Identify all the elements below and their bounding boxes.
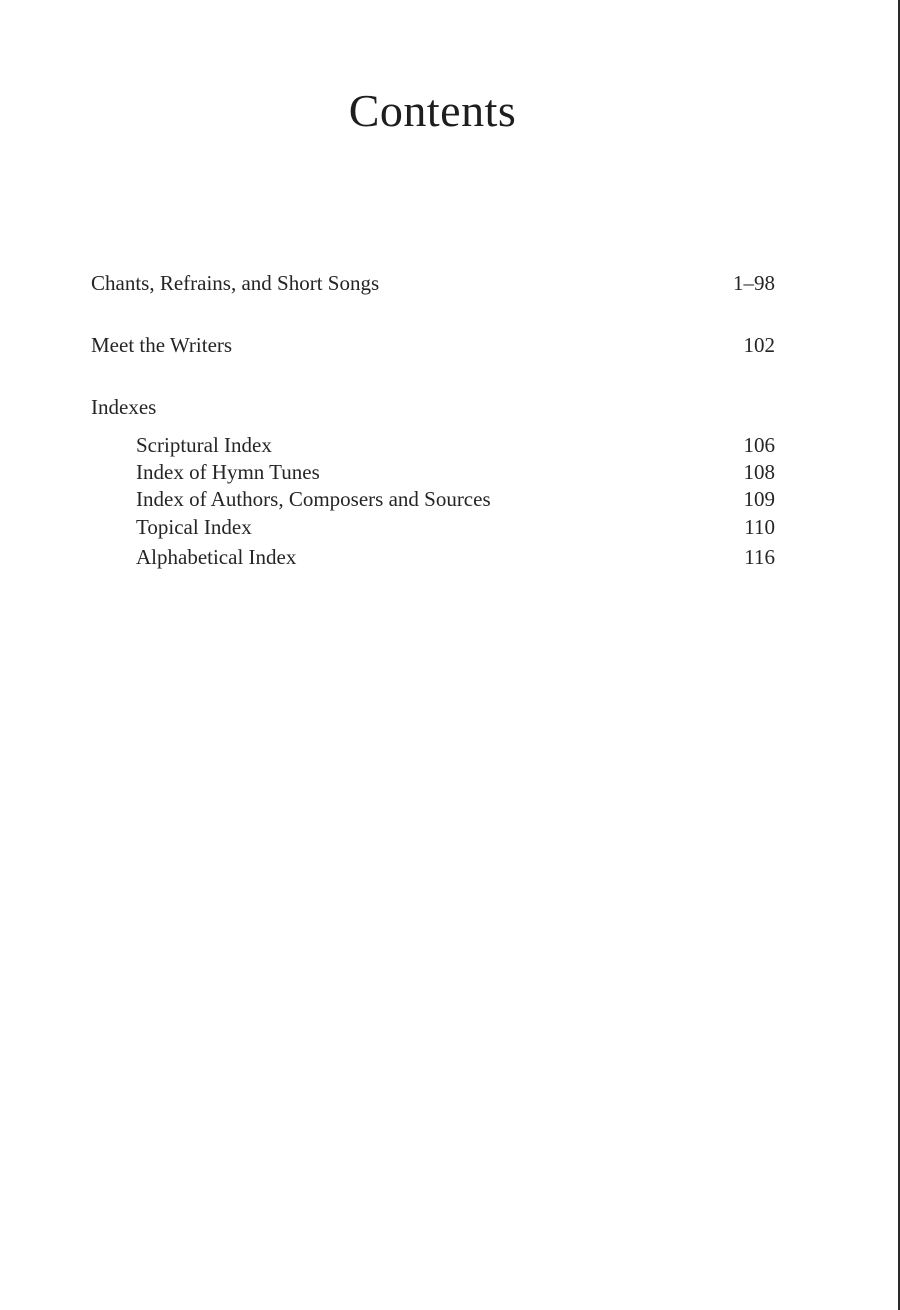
toc-entry-label: Index of Authors, Composers and Sources <box>136 487 491 511</box>
toc-section-label: Indexes <box>91 395 157 419</box>
toc-subentry-alphabetical-index[interactable] <box>136 544 775 570</box>
toc-entry-meet-the-writers[interactable] <box>91 332 775 358</box>
toc-entry-label: Index of Hymn Tunes <box>136 460 320 484</box>
toc-subentry-topical-index[interactable] <box>136 514 775 540</box>
toc-subentry-hymn-tunes[interactable] <box>136 459 775 485</box>
page-title: Contents <box>348 85 517 136</box>
toc-entry-page: 109 <box>743 487 775 511</box>
toc-entry-page: 108 <box>743 460 775 484</box>
toc-entry-page: 110 <box>744 515 775 539</box>
toc-entry-label: Alphabetical Index <box>136 545 297 569</box>
toc-subentry-scriptural-index[interactable] <box>136 432 775 458</box>
toc-subentry-authors-composers[interactable] <box>136 486 775 512</box>
toc-entry-label: Meet the Writers <box>91 333 233 357</box>
toc-entry-label: Chants, Refrains, and Short Songs <box>91 271 380 295</box>
toc-entry-chants[interactable] <box>91 270 775 296</box>
toc-entry-page: 116 <box>744 545 775 569</box>
toc-section-indexes <box>91 394 775 420</box>
toc-entry-label: Scriptural Index <box>136 433 272 457</box>
toc-entry-page: 102 <box>743 333 775 357</box>
toc-entry-page: 106 <box>743 433 775 457</box>
toc-entry-label: Topical Index <box>136 515 252 539</box>
toc-entry-page: 1–98 <box>733 271 775 295</box>
